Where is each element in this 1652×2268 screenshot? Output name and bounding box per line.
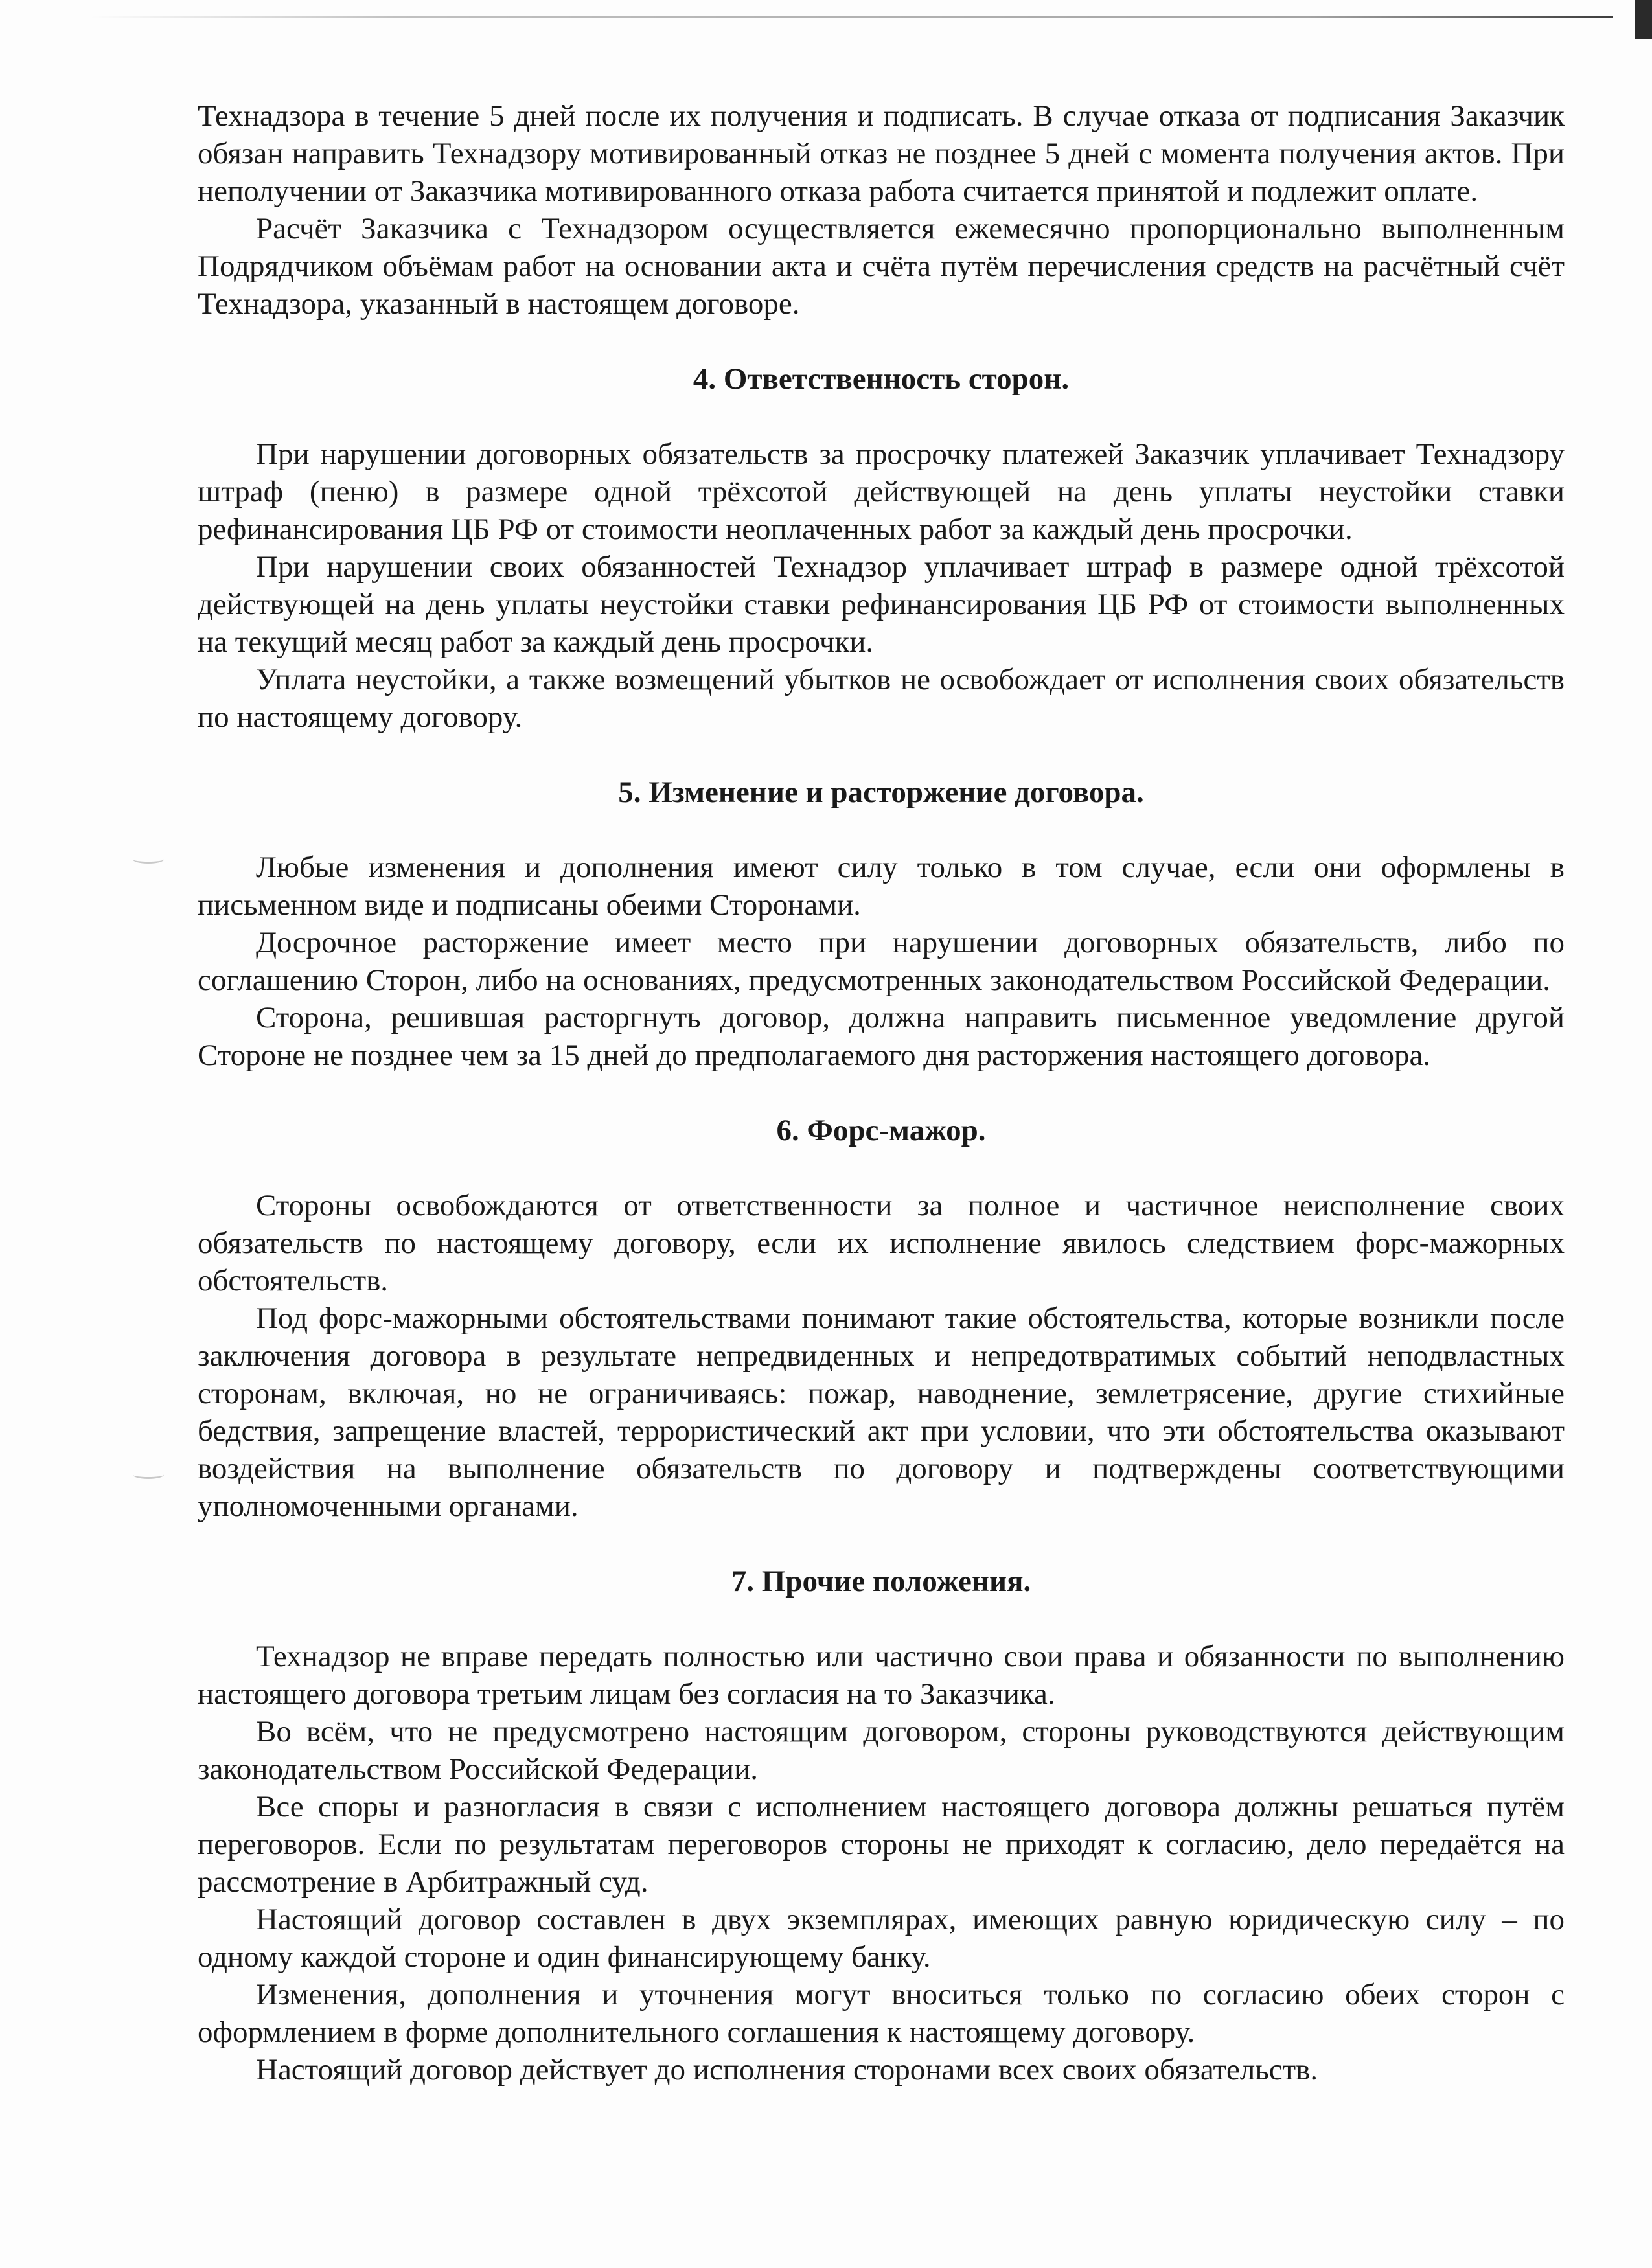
paragraph-other-5: Изменения, дополнения и уточнения могут вноситься только по согласию обеих сторон с оформлением в форме дополнительного соглашения к настоящему договору.	[198, 1978, 1565, 2049]
paragraph-other-4: Настоящий договор составлен в двух экземплярах, имеющих равную юридическую силу – по одному каждой стороне и один финансирующему банку.	[198, 1903, 1565, 1974]
paragraph-termination-2: Досрочное расторжение имеет место при нарушении договорных обязательств, либо по соглашению Сторон, либо на основаниях, предусмотренных законодательством Российской Федерации.	[198, 926, 1565, 997]
scan-corner-shadow	[1635, 0, 1652, 39]
paragraph-termination-1: Любые изменения и дополнения имеют силу только в том случае, если они оформлены в письменном виде и подписаны обеими Сторонами.	[198, 851, 1565, 922]
section-heading-termination: 5. Изменение и расторжение договора.	[618, 775, 1144, 809]
section-heading-other-provisions: 7. Прочие положения.	[731, 1564, 1031, 1598]
section-heading-liability: 4. Ответственность сторон.	[693, 362, 1070, 396]
paragraph-force-majeure-2: Под форс-мажорными обстоятельствами понимают такие обстоятельства, которые возникли после заключения договора в результате непредвиденных и непредотвратимых событий неподвластных сторонам, включая, но не ограничиваясь: пожар, наводнение, землетрясение, другие стихийные бедствия, запрещение властей, террористический акт при условии, что эти обстоятельства оказывают воздействия на выполнение обязательств по договору и подтверждены соответствующими уполномоченными органами.	[198, 1301, 1565, 1523]
paragraph-other-1: Технадзор не вправе передать полностью или частично свои права и обязанности по выполнению настоящего договора третьим лицам без согласия на то Заказчика.	[198, 1640, 1565, 1711]
paragraph-other-6: Настоящий договор действует до исполнения сторонами всех своих обязательств.	[256, 2053, 1318, 2087]
scan-edge-shadow	[91, 16, 1613, 18]
punch-mark	[133, 855, 164, 864]
paragraph-termination-3: Сторона, решившая расторгнуть договор, должна направить письменное уведомление другой Стороне не позднее чем за 15 дней до предполагаемого дня расторжения настоящего договора.	[198, 1001, 1565, 1072]
punch-mark	[133, 1471, 164, 1479]
document-body	[198, 97, 1565, 2089]
paragraph-force-majeure-1: Стороны освобождаются от ответственности за полное и частичное неисполнение своих обязательств по настоящему договору, если их исполнение явилось следствием форс-мажорных обстоятельств.	[198, 1189, 1565, 1298]
paragraph-other-2: Во всём, что не предусмотрено настоящим договором, стороны руководствуются действующим законодательством Российской Федерации.	[198, 1715, 1565, 1786]
paragraph-other-3: Все споры и разногласия в связи с исполнением настоящего договора должны решаться путём переговоров. Если по результатам переговоров стороны не приходят к согласию, дело передаётся на рассмотрение в Арбитражный суд.	[198, 1790, 1565, 1899]
paragraph-liability-2: При нарушении своих обязанностей Технадзор уплачивает штраф в размере одной трёхсотой действующей на день уплаты неустойки ставки рефинансирования ЦБ РФ от стоимости выполненных на текущий месяц работ за каждый день просрочки.	[198, 550, 1565, 659]
section-heading-force-majeure: 6. Форс-мажор.	[776, 1114, 986, 1147]
paragraph-intro-1: Технадзора в течение 5 дней после их получения и подписать. В случае отказа от подписания Заказчик обязан направить Технадзору мотивированный отказ не позднее 5 дней с момента получения актов. При неполучении от Заказчика мотивированного отказа работа считается принятой и подлежит оплате.	[198, 99, 1565, 208]
paragraph-liability-3: Уплата неустойки, а также возмещений убытков не освобождает от исполнения своих обязательств по настоящему договору.	[198, 663, 1565, 734]
paragraph-intro-2: Расчёт Заказчика с Технадзором осуществляется ежемесячно пропорционально выполненным Подрядчиком объёмам работ на основании акта и счёта путём перечисления средств на расчётный счёт Технадзора, указанный в настоящем договоре.	[198, 212, 1565, 321]
paragraph-liability-1: При нарушении договорных обязательств за просрочку платежей Заказчик уплачивает Технадзору штраф (пеню) в размере одной трёхсотой действующей на день уплаты неустойки ставки рефинансирования ЦБ РФ от стоимости неоплаченных работ за каждый день просрочки.	[198, 437, 1565, 546]
